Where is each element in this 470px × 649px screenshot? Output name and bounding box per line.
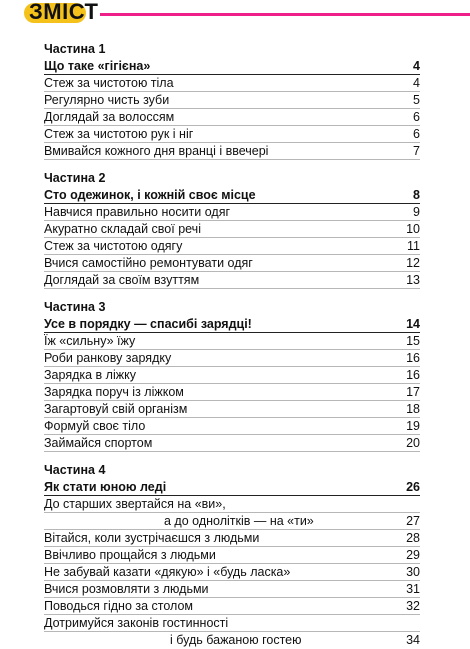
toc-entry[interactable] [44,221,420,238]
toc-entry[interactable] [44,204,420,221]
entry-page: 28 [406,531,420,545]
title-rule [100,13,470,16]
part-label: Частина 2 [44,171,106,185]
entry-page: 9 [413,205,420,219]
entry-page: 18 [406,402,420,416]
entry-title: Акуратно складай свої речі [44,222,201,236]
entry-page: 7 [413,144,420,158]
toc-section-entry[interactable] [44,479,420,496]
toc-part-4 [44,462,420,649]
entry-title: Займайся спортом [44,436,153,450]
entry-page: 8 [413,188,420,202]
entry-page: 32 [406,599,420,613]
entry-title: Не забувай казати «дякую» і «будь ласка» [44,565,291,579]
toc-entry[interactable] [44,581,420,598]
part-label: Частина 3 [44,300,106,314]
entry-page: 30 [406,565,420,579]
part-label: Частина 4 [44,463,106,477]
toc-entry[interactable] [44,272,420,289]
entry-title: Дотримуйся законів гостинності [44,616,229,630]
entry-title: Регулярно чисть зуби [44,93,170,107]
toc-entry-continuation[interactable] [44,513,420,530]
toc-entry[interactable] [44,350,420,367]
entry-title: Як стати юною леді [44,480,167,494]
entry-title: Доглядай за своїм взуттям [44,273,200,287]
toc-entry[interactable] [44,564,420,581]
entry-title: Зарядка в ліжку [44,368,136,382]
entry-title: Усе в порядку — спасибі зарядці! [44,317,252,331]
entry-title: Поводься гідно за столом [44,599,194,613]
entry-page: 26 [406,480,420,494]
entry-page: 4 [413,76,420,90]
entry-title: Вчися самостійно ремонтувати одяг [44,256,253,270]
toc-entry[interactable] [44,418,420,435]
entry-page: 14 [406,317,420,331]
entry-page: 17 [406,385,420,399]
toc-entry[interactable] [44,333,420,350]
page-title: ЗМІСТ [29,0,99,24]
toc-entry[interactable] [44,126,420,143]
entry-page: 27 [406,514,420,528]
entry-page: 29 [406,548,420,562]
toc-part-3 [44,299,420,452]
toc-section-entry[interactable] [44,316,420,333]
entry-page: 5 [413,93,420,107]
toc-entry[interactable] [44,75,420,92]
entry-page: 4 [413,59,420,73]
entry-title: Вчися розмовляти з людьми [44,582,209,596]
toc-entry[interactable] [44,367,420,384]
entry-page: 19 [406,419,420,433]
entry-title: Сто одежинок, і кожній своє місце [44,188,256,202]
toc-entry[interactable] [44,547,420,564]
entry-page: 34 [406,633,420,647]
toc-entry[interactable] [44,615,420,632]
entry-page: 13 [406,273,420,287]
entry-title: а до однолітків — на «ти» [164,514,314,528]
entry-title: Зарядка поруч із ліжком [44,385,184,399]
toc-entry[interactable] [44,109,420,126]
entry-title: і будь бажаною гостею [170,633,302,647]
entry-title: Вмивайся кожного дня вранці і ввечері [44,144,269,158]
toc-entry[interactable] [44,435,420,452]
entry-page: 6 [413,110,420,124]
entry-page: 16 [406,368,420,382]
toc-entry[interactable] [44,384,420,401]
entry-title: Стеж за чистотою тіла [44,76,174,90]
toc-section-entry[interactable] [44,58,420,75]
toc-entry[interactable] [44,598,420,615]
toc-entry[interactable] [44,401,420,418]
toc-entry-continuation[interactable] [44,632,420,649]
entry-title: Навчися правильно носити одяг [44,205,231,219]
entry-title: Стеж за чистотою рук і ніг [44,127,194,141]
entry-title: Що таке «гігієна» [44,59,151,73]
toc-entry[interactable] [44,496,420,513]
toc-entry[interactable] [44,143,420,160]
entry-title: Формуй своє тіло [44,419,146,433]
toc-entry[interactable] [44,530,420,547]
toc-part-1 [44,41,420,160]
toc-entry[interactable] [44,255,420,272]
entry-page: 11 [407,239,420,253]
toc-part-2 [44,170,420,289]
entry-page: 10 [406,222,420,236]
entry-page: 15 [406,334,420,348]
entry-page: 20 [406,436,420,450]
entry-title: Загартовуй свій організм [44,402,188,416]
toc-section-entry[interactable] [44,187,420,204]
page-header [0,0,470,36]
entry-page: 6 [413,127,420,141]
entry-title: До старших звертайся на «ви», [44,497,226,511]
entry-title: Ввічливо прощайся з людьми [44,548,216,562]
toc-entry[interactable] [44,92,420,109]
table-of-contents [44,38,420,649]
part-label: Частина 1 [44,42,106,56]
entry-page: 16 [406,351,420,365]
entry-title: Доглядай за волоссям [44,110,175,124]
entry-page: 31 [406,582,420,596]
entry-page: 12 [406,256,420,270]
entry-title: Їж «сильну» їжу [44,334,136,348]
toc-entry[interactable] [44,238,420,255]
entry-title: Стеж за чистотою одягу [44,239,183,253]
entry-title: Вітайся, коли зустрічаєшся з людьми [44,531,260,545]
entry-title: Роби ранкову зарядку [44,351,172,365]
